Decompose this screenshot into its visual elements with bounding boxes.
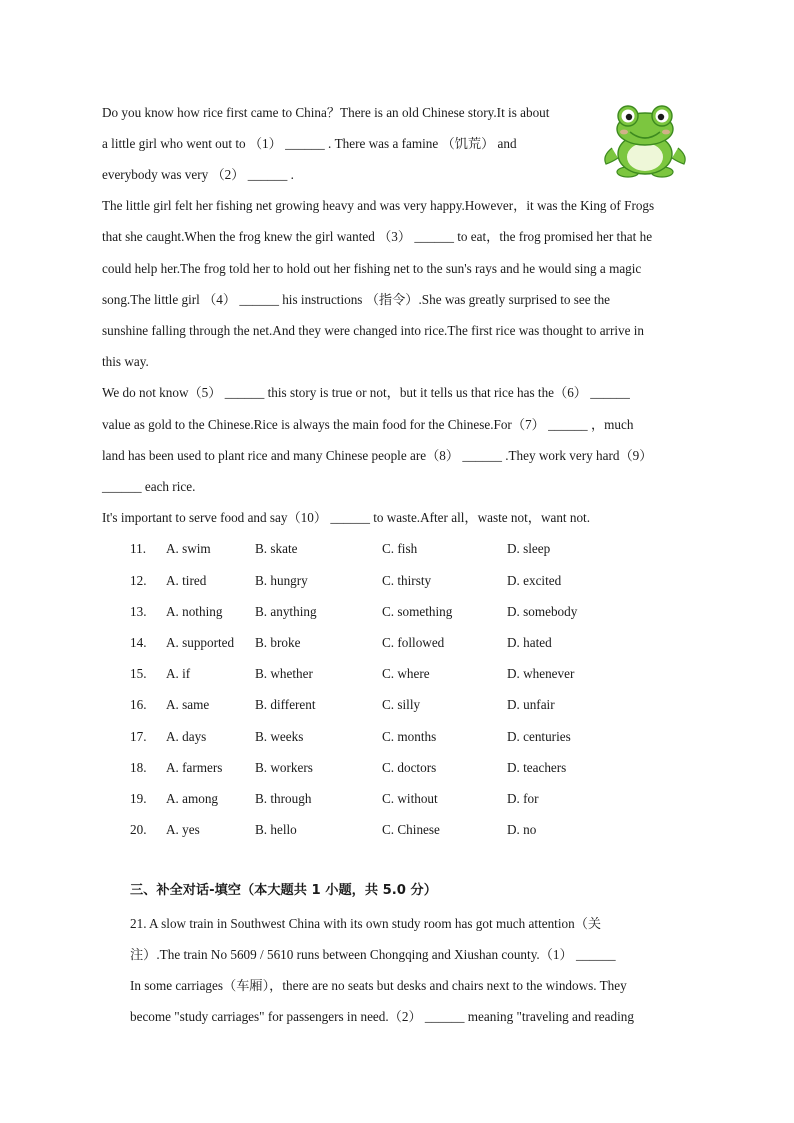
option-a: A. tired [166,573,207,588]
question-number: 14. [130,635,147,650]
option-d: D. teachers [507,760,567,775]
option-c: C. fish [382,541,418,556]
question-row-14 [0,634,794,652]
passage-line-9: this way. [102,354,149,369]
passage-line-4: The little girl felt her fishing net growing heavy and was very happy.However，it was the King of Frogs [102,198,655,213]
passage-line-2: a little girl who went out to （1） ______ . There was a famine （饥荒） and [102,136,517,151]
option-c: C. months [382,729,437,744]
option-a: A. among [166,791,219,806]
passage-line-12: land has been used to plant rice and many Chinese people are（8） ______ .They work very hard（9） [102,448,653,463]
passage-line-8: sunshine falling through the net.And they were changed into rice.The first rice was thought to arrive in [102,323,644,338]
option-b: B. through [255,791,312,806]
option-c: C. where [382,666,430,681]
question-row-17 [0,728,794,746]
q21-line-2: 注）.The train No 5609 / 5610 runs between Chongqing and Xiushan county.（1） ______ [130,947,616,962]
option-d: D. no [507,822,537,837]
passage-line-5: that she caught.When the frog knew the girl wanted （3） ______ to eat，the frog promised her that he [102,229,653,244]
question-row-15 [0,665,794,683]
question-row-13 [0,603,794,621]
question-row-18 [0,759,794,777]
passage-line-11: value as gold to the Chinese.Rice is always the main food for the Chinese.For（7） ______ ，much [102,417,634,432]
q21-line-3: In some carriages（车厢），there are no seats but desks and chairs next to the windows. They [130,978,627,993]
option-b: B. skate [255,541,298,556]
option-d: D. centuries [507,729,571,744]
option-b: B. different [255,697,316,712]
option-d: D. whenever [507,666,575,681]
option-b: B. whether [255,666,313,681]
question-number: 19. [130,791,147,806]
question-number: 13. [130,604,147,619]
question-number: 11. [130,541,146,556]
option-a: A. nothing [166,604,223,619]
option-c: C. without [382,791,438,806]
option-d: D. unfair [507,697,555,712]
option-b: B. workers [255,760,313,775]
passage-line-1: Do you know how rice first came to China？There is an old Chinese story.It is about [102,105,550,120]
option-b: B. hello [255,822,297,837]
question-row-20 [0,821,794,839]
option-d: D. excited [507,573,562,588]
question-number: 12. [130,573,147,588]
option-d: D. somebody [507,604,578,619]
frog-illustration [598,104,692,178]
option-a: A. yes [166,822,200,837]
option-c: C. something [382,604,453,619]
option-a: A. days [166,729,207,744]
passage-line-14: It's important to serve food and say（10） ______ to waste.After all，waste not，want not. [102,510,591,525]
option-b: B. anything [255,604,317,619]
passage-line-13: ______ each rice. [102,479,196,494]
question-row-16 [0,696,794,714]
option-c: C. doctors [382,760,437,775]
passage-line-6: could help her.The frog told her to hold out her fishing net to the sun's rays and he would sing a magic [102,261,642,276]
option-d: D. for [507,791,539,806]
option-c: C. Chinese [382,822,440,837]
option-c: C. silly [382,697,421,712]
question-number: 18. [130,760,147,775]
passage-line-10: We do not know（5） ______ this story is true or not，but it tells us that rice has the（6） ______ [102,385,630,400]
option-b: B. broke [255,635,301,650]
question-number: 15. [130,666,147,681]
question-row-19 [0,790,794,808]
option-a: A. swim [166,541,211,556]
passage-line-3: everybody was very （2） ______ . [102,167,294,182]
option-b: B. hungry [255,573,308,588]
option-a: A. if [166,666,191,681]
option-c: C. followed [382,635,445,650]
option-a: A. same [166,697,210,712]
option-b: B. weeks [255,729,304,744]
option-a: A. farmers [166,760,223,775]
question-number: 20. [130,822,147,837]
option-d: D. hated [507,635,552,650]
question-number: 16. [130,697,147,712]
option-a: A. supported [166,635,235,650]
question-row-12 [0,572,794,590]
passage-line-7: song.The little girl （4） ______ his instructions （指令）.She was greatly surprised to see the [102,292,611,307]
section-heading: 三、补全对话-填空（本大题共 1 小题，共 5.0 分） [130,883,437,898]
option-d: D. sleep [507,541,551,556]
question-row-11 [0,540,794,558]
option-c: C. thirsty [382,573,432,588]
question-number: 17. [130,729,147,744]
q21-line-1: 21. A slow train in Southwest China with its own study room has got much attention（关 [130,916,602,931]
q21-line-4: become "study carriages" for passengers in need.（2） ______ meaning "traveling and reading [130,1009,634,1024]
